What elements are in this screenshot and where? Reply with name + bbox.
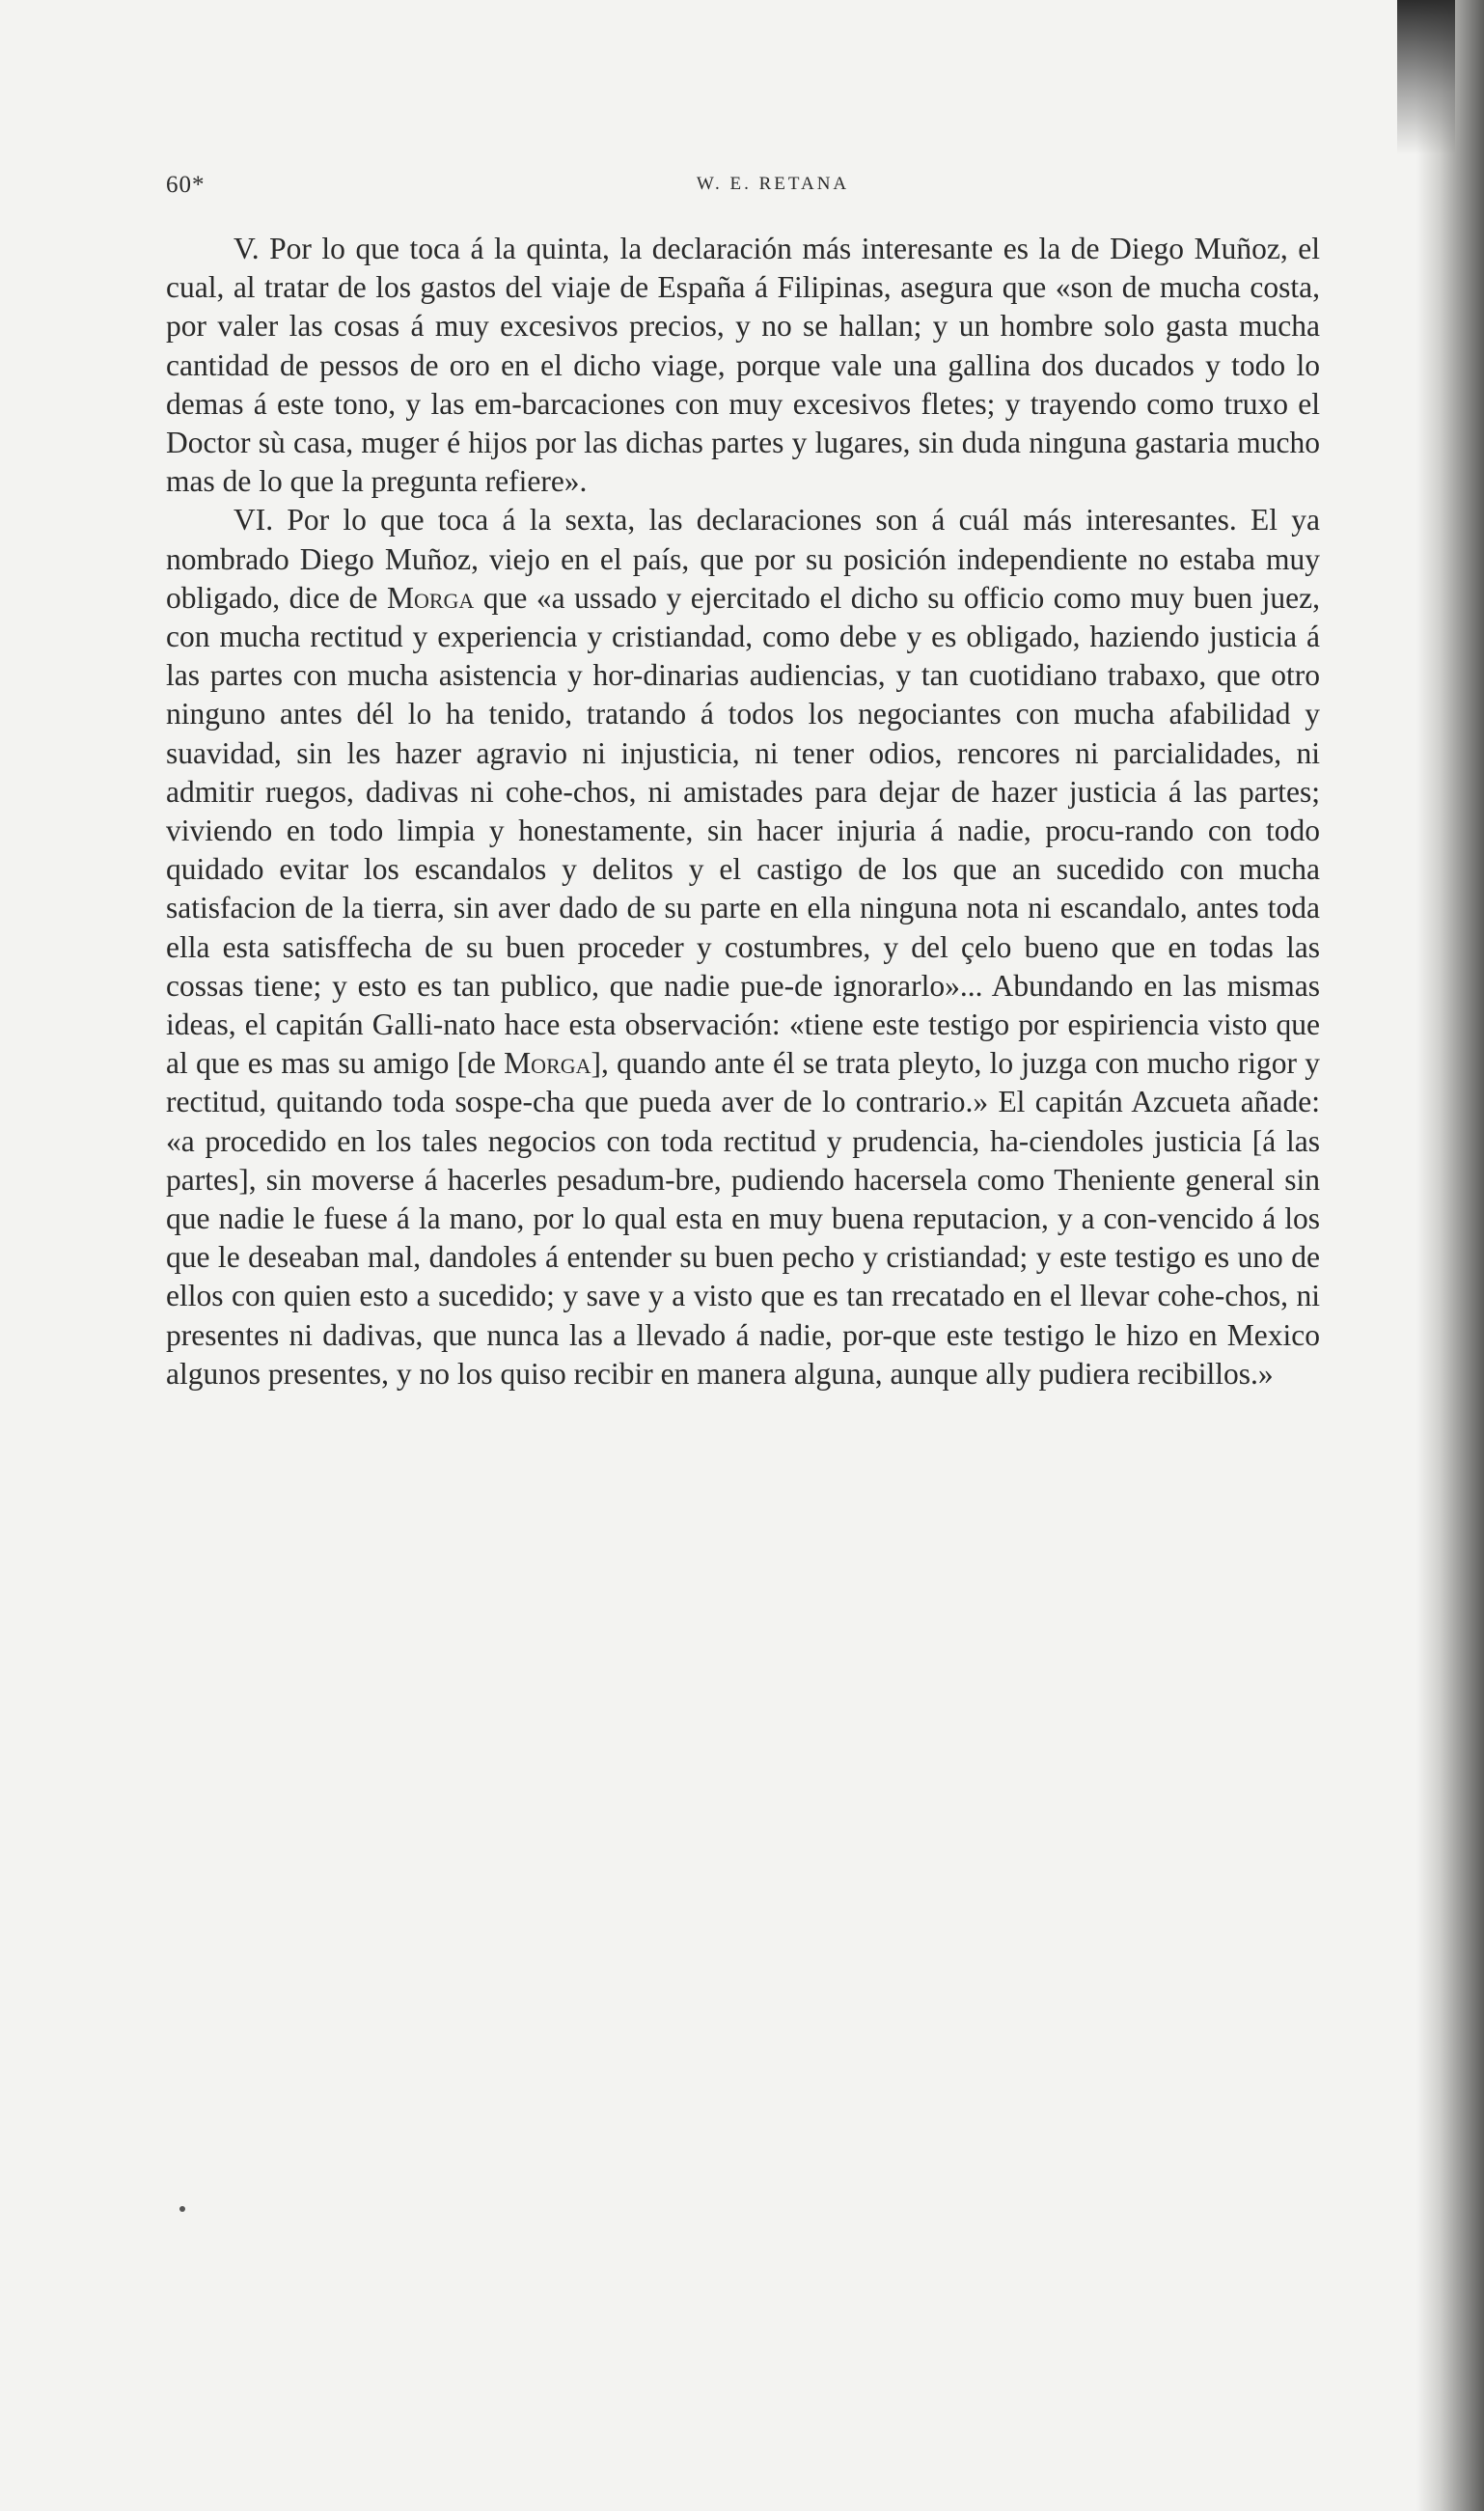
stray-ink-mark [179, 2206, 185, 2212]
scan-page-edge [1416, 0, 1484, 2511]
paragraph-vi-text-1: VI. Por lo que toca á la sexta, las declaraciones son á cuál más interesantes. El ya nombrado Diego Muñoz, viejo en el país, que por su posición independiente no estaba muy obligado, dice de [166, 503, 1320, 615]
running-header-author: W. E. RETANA [696, 174, 850, 194]
body-text [166, 230, 1320, 1393]
name-morga-1: Morga [386, 580, 475, 615]
scan-corner-shadow [1397, 0, 1455, 154]
paragraph-vi-text-3: ], quando ante él se trata pleyto, lo juzga con mucho rigor y rectitud, quitando toda sospe-cha que pueda aver de lo contrario.» El capitán Azcueta añade: «a procedido en los tales negocios con toda rectitud y prudencia, ha-ciendoles justicia [á las partes], sin moverse á hacerles pesadum-bre, pudiendo hacersela como Theniente general sin que nadie le fuese á la mano, por lo qual esta en muy buena reputacion, y a con-vencido á los que le deseaban mal, dandoles á entender su buen pecho y cristiandad; y este testigo es uno de ellos con quien esto a sucedido; y save y a visto que es tan rrecatado en el llevar cohe-chos, ni presentes ni dadivas, que nunca las a llevado á nadie, por-que este testigo le hizo en Mexico algunos presentes, y no los quiso recibir en manera alguna, aunque ally pudiera recibillos.» [166, 1046, 1320, 1391]
running-header [166, 172, 1380, 201]
paragraph-vi-text-2: que «a ussado y ejercitado el dicho su officio como muy buen juez, con mucha rectitud y experiencia y cristiandad, como debe y es obligado, haziendo justicia á las partes con mucha asistencia y hor-dinarias audiencias, y tan cuotidiano trabaxo, que otro ninguno antes dél lo ha tenido, tratando á todos los negociantes con mucha afabilidad y suavidad, sin les hazer agravio ni injusticia, ni tener odios, rencores ni parcialidades, ni admitir ruegos, dadivas ni cohe-chos, ni amistades para dejar de hazer justicia á las partes; viviendo en todo limpia y honestamente, sin hacer injuria á nadie, procu-rando con todo quidado evitar los escandalos y delitos y el castigo de los que an sucedido con mucha satisfacion de la tierra, sin aver dado de su parte en ella ninguna nota ni escandalo, antes toda ella esta satisffecha de su buen proceder y costumbres, y del çelo bueno que en todas las cossas tiene; y esto es tan publico, que nadie pue-de ignorarlo»... Abundando en las mismas ideas, el capitán Galli-nato hace esta observación: «tiene este testigo por espiriencia visto que al que es mas su amigo [de [166, 580, 1320, 1081]
name-morga-2: Morga [504, 1046, 591, 1081]
paragraph-v: V. Por lo que toca á la quinta, la declaración más interesante es la de Diego Muñoz, el cual, al tratar de los gastos del viaje de España á Filipinas, asegura que «son de mucha costa, por valer las cosas á muy excesivos precios, y no se hallan; y un hombre solo gasta mucha cantidad de pessos de oro en el dicho viage, porque vale una gallina dos ducados y todo lo demas á este tono, y las em-barcaciones con muy excesivos fletes; y trayendo como truxo el Doctor sù casa, muger é hijos por las dichas partes y lugares, sin duda ninguna gastaria mucho mas de lo que la pregunta refiere». [166, 232, 1320, 499]
page-number: 60* [166, 172, 206, 198]
paragraph-vi [166, 501, 1320, 1393]
